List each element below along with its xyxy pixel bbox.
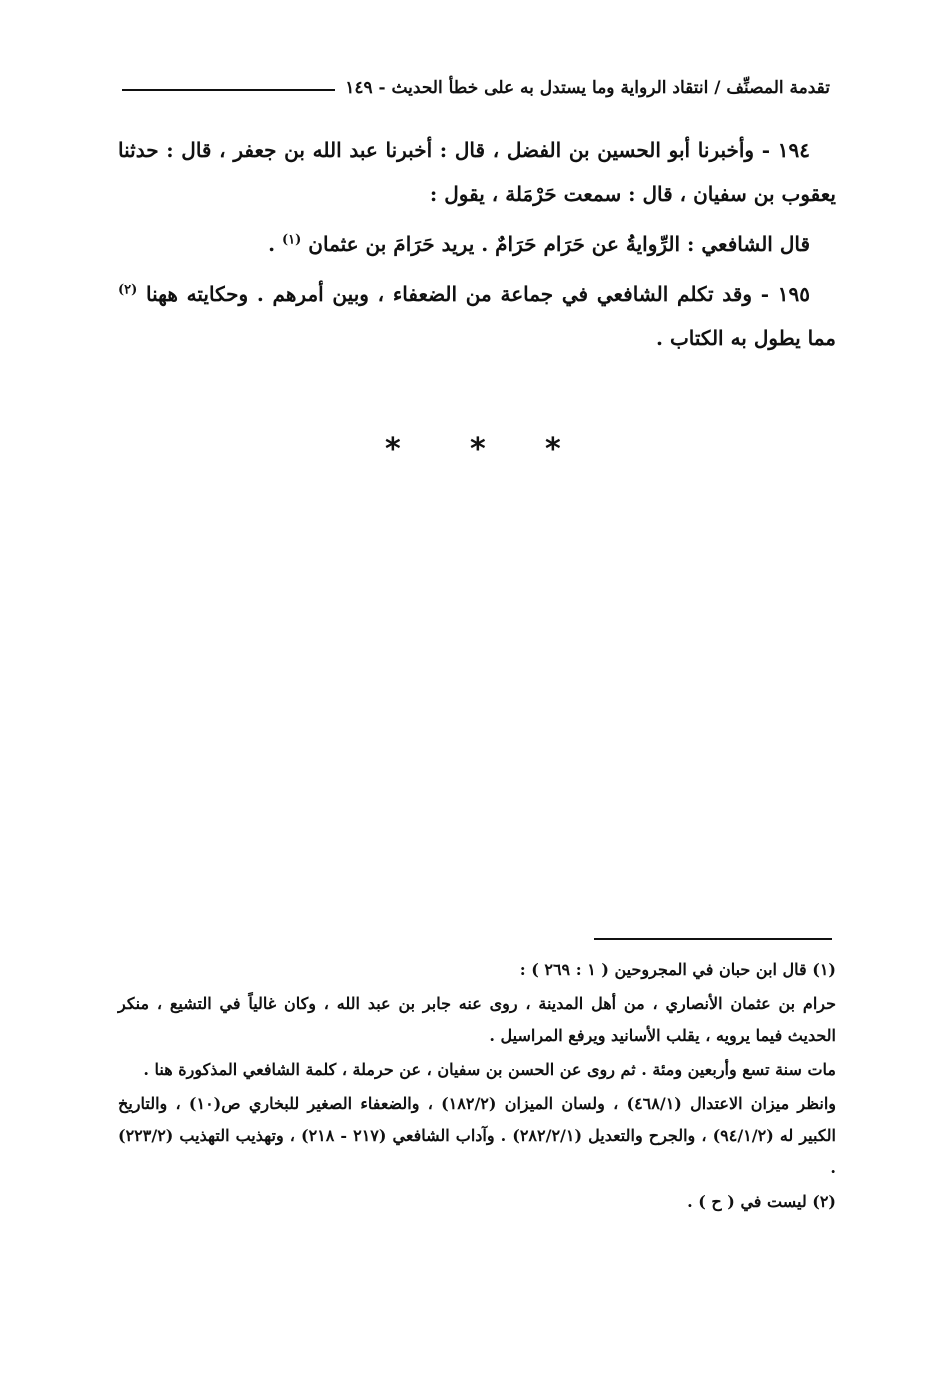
paragraph-shafii-quote — [118, 222, 836, 266]
paragraph-195-text: ١٩٥ - وقد تكلم الشافعي في جماعة من الضعفاء ، وبين أمرهم . وحكايته ههنا — [146, 282, 810, 306]
footnote-2: (٢) ليست في ( ح ) . — [687, 1192, 836, 1211]
paragraph-194-text: ١٩٤ - وأخبرنا أبو الحسين بن الفضل ، قال : أخبرنا عبد الله بن جعفر ، قال : حدثنا يعقوب بن سفيان ، قال : سمعت حَرْمَلة ، يقول : — [118, 138, 836, 206]
footnote-ref-2[interactable]: (٢) — [118, 282, 138, 298]
header-rule — [122, 89, 335, 91]
footnote-1-para-3: وانظر ميزان الاعتدال (٤٦٨/١) ، ولسان الميزان (١٨٢/٢) ، والضعفاء الصغير للبخاري ص(١٠) ، والتاريخ الكبير له (٩٤/١/٢) ، والجرح والتعديل (٢٨٢/٢/١) . وآداب الشافعي (٢١٧ - ٢١٨) ، وتهذيب التهذيب (٢٢٣/٢) . — [118, 1094, 836, 1177]
header-title: تقدمة المصنِّف / انتقاد الرواية وما يستدل به على خطأ الحديث - ١٤٩ — [345, 78, 830, 98]
paragraph-195 — [118, 272, 836, 360]
paragraph-195-end: مما يطول به الكتاب . — [656, 326, 836, 350]
running-header — [122, 70, 830, 100]
separator-star: * — [385, 432, 401, 467]
section-separator — [0, 428, 940, 472]
footnotes — [118, 954, 836, 1220]
quote-text: قال الشافعي : الرِّوايةُ عن حَرَام حَرَامٌ . يريد حَرَامَ بن عثمان — [308, 232, 810, 256]
footnote-1-para-1: حرام بن عثمان الأنصاري ، من أهل المدينة ، روى عنه جابر بن عبد الله ، وكان غالياً في التشيع ، منكر الحديث فيما يرويه ، يقلب الأسانيد ويرفع المراسيل . — [118, 994, 836, 1045]
separator-star: * — [545, 432, 561, 467]
footnote-1-para-2: مات سنة تسع وأربعين ومئة . ثم روى عن الحسن بن سفيان ، عن حرملة ، كلمة الشافعي المذكورة هنا . — [143, 1060, 836, 1079]
main-text — [118, 128, 836, 366]
footnote-rule — [594, 938, 832, 940]
quote-end: . — [268, 232, 276, 256]
separator-star: * — [470, 432, 486, 467]
footnote-ref-1[interactable]: (١) — [282, 232, 302, 248]
paragraph-194 — [118, 128, 836, 216]
footnote-1-title: (١) قال ابن حبان في المجروحين ( ١ : ٢٦٩ ) : — [519, 960, 836, 979]
